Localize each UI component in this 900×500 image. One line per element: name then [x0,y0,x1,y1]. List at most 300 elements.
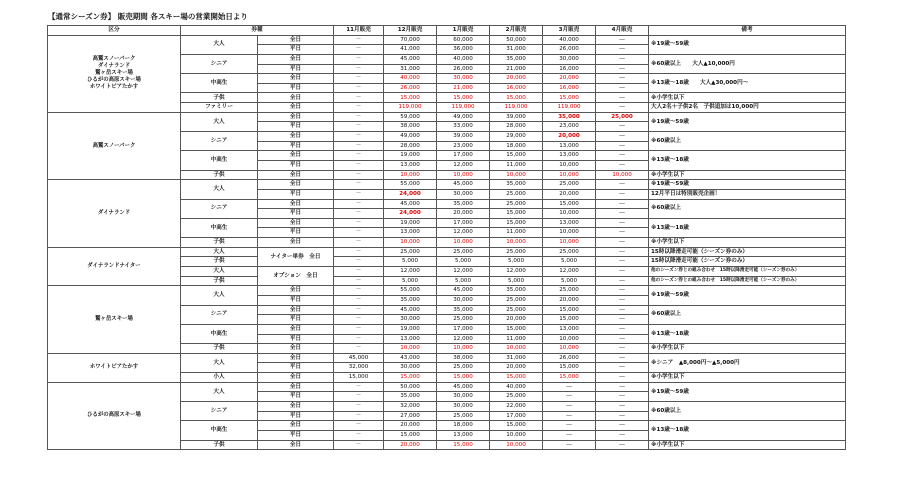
price-cell-m1: 15,000 [437,440,490,450]
price-cell-m11: － [334,74,384,84]
sub-type-cell: 全日 [258,344,334,354]
note-cell: 12月平日は特別販売企画！ [649,189,846,199]
price-cell-m1: 5,000 [437,276,490,286]
price-cell-m4: ― [596,141,649,151]
price-cell-m3: ― [543,411,596,421]
price-cell-m12: 13,000 [384,334,437,344]
price-cell-m1: 25,000 [437,411,490,421]
price-cell-m2: 5,000 [490,276,543,286]
price-cell-m1: 60,000 [437,35,490,45]
price-cell-m4: ― [596,334,649,344]
price-cell-m2: 15,000 [490,324,543,334]
price-cell-m2: 20,000 [490,74,543,84]
price-cell-m2: 22,000 [490,401,543,411]
group-name-cell: 高鷲スノーパーク ダイナランド 鷲ヶ岳スキー場 ひるがの高原スキー場 ホワイトピアたかす [48,35,181,112]
price-cell-m1: 12,000 [437,334,490,344]
price-cell-m2: 15,000 [490,93,543,103]
header-nov: 11月販売 [334,26,384,36]
price-cell-m2: 15,000 [490,218,543,228]
table-row [48,382,846,392]
price-cell-m11: － [334,421,384,431]
price-cell-m2: 10,000 [490,238,543,248]
price-cell-m1: 25,000 [437,363,490,373]
price-cell-m4: ― [596,209,649,219]
price-cell-m3: 15,000 [543,363,596,373]
ticket-type-cell: シニア [181,199,258,218]
price-cell-m12: 45,000 [384,54,437,64]
price-cell-m3: 20,000 [543,132,596,142]
ticket-type-cell: 中高生 [181,151,258,170]
table-row [48,35,846,45]
sub-type-cell: 平日 [258,295,334,305]
price-cell-m11: － [334,141,384,151]
price-cell-m11: － [334,334,384,344]
price-cell-m1: 30,000 [437,74,490,84]
group-name-cell: 鷲ヶ岳スキー場 [48,286,181,353]
price-cell-m1: 10,000 [437,170,490,180]
price-cell-m3: ― [543,382,596,392]
price-cell-m12: 70,000 [384,35,437,45]
price-cell-m1: 33,000 [437,122,490,132]
price-cell-m11: － [334,382,384,392]
price-cell-m2: 15,000 [490,373,543,383]
price-cell-m4: ― [596,64,649,74]
price-cell-m2: 25,000 [490,247,543,257]
price-cell-m4: ― [596,218,649,228]
price-cell-m4: ― [596,305,649,315]
header-apr: 4月販売 [596,26,649,36]
price-cell-m4: ― [596,151,649,161]
price-cell-m3: 25,000 [543,286,596,296]
sub-type-cell: 平日 [258,160,334,170]
note-cell: 15時以降滑走可能（シーズン券のみ） [649,247,846,257]
price-cell-m4: ― [596,228,649,238]
price-cell-m3: 13,000 [543,324,596,334]
price-cell-m11: － [334,344,384,354]
price-cell-m4: ― [596,45,649,55]
price-cell-m3: 15,000 [543,93,596,103]
group-name-cell: ホワイトピアたかす [48,353,181,382]
ticket-type-cell: 子供 [181,276,258,286]
price-cell-m4: ― [596,344,649,354]
price-cell-m4: ― [596,401,649,411]
price-cell-m2: 39,000 [490,112,543,122]
price-cell-m3: 25,000 [543,247,596,257]
price-cell-m11: － [334,228,384,238]
price-cell-m11: － [334,209,384,219]
price-cell-m12: 19,000 [384,151,437,161]
price-cell-m1: 40,000 [437,54,490,64]
table-row [48,112,846,122]
sub-type-cell: 全日 [258,238,334,248]
price-cell-m12: 27,000 [384,411,437,421]
price-cell-m2: 35,000 [490,286,543,296]
price-cell-m3: ― [543,440,596,450]
note-cell: ※小学生以下 [649,238,846,248]
price-cell-m11: － [334,440,384,450]
price-cell-m2: 21,000 [490,64,543,74]
price-cell-m12: 28,000 [384,141,437,151]
sub-type-cell: 全日 [258,35,334,45]
sub-type-cell: 全日 [258,401,334,411]
price-cell-m12: 15,000 [384,373,437,383]
price-cell-m2: 25,000 [490,305,543,315]
ticket-type-cell: 子供 [181,440,258,450]
price-cell-m11: － [334,180,384,190]
document-title: 【通常シーズン券】 販売期間 各スキー場の営業開始日より [48,12,248,21]
ticket-type-cell: シニア [181,54,258,73]
ticket-type-cell: 大人 [181,382,258,401]
header-category: 区分 [48,26,181,36]
price-cell-m11: － [334,295,384,305]
price-cell-m1: 49,000 [437,112,490,122]
table-row [48,180,846,190]
price-cell-m2: 40,000 [490,382,543,392]
price-cell-m11: － [334,247,384,257]
sub-type-cell: 平日 [258,209,334,219]
sub-type-cell: 平日 [258,334,334,344]
price-cell-m11: － [334,170,384,180]
price-cell-m4: ― [596,257,649,267]
price-cell-m1: 12,000 [437,267,490,277]
price-cell-m1: 20,000 [437,209,490,219]
sub-type-cell: 全日 [258,199,334,209]
price-cell-m3: 10,000 [543,209,596,219]
price-cell-m1: 38,000 [437,353,490,363]
price-cell-m12: 19,000 [384,324,437,334]
sub-type-cell: 全日 [258,305,334,315]
price-cell-m4: ― [596,103,649,113]
ticket-type-cell: 大人 [181,286,258,305]
price-cell-m1: 30,000 [437,189,490,199]
sub-type-cell: 全日 [258,93,334,103]
price-cell-m2: 20,000 [490,315,543,325]
price-cell-m1: 30,000 [437,401,490,411]
ticket-type-cell: 大人 [181,112,258,131]
price-cell-m1: 17,000 [437,151,490,161]
price-cell-m11: － [334,324,384,334]
price-cell-m11: － [334,35,384,45]
sub-type-cell: 平日 [258,411,334,421]
group-name-cell: ダイナランド [48,180,181,247]
price-cell-m3: 10,000 [543,238,596,248]
ticket-type-cell: 大人 [181,353,258,372]
ticket-type-cell: 大人 [181,180,258,199]
price-cell-m1: 5,000 [437,257,490,267]
price-cell-m3: 5,000 [543,276,596,286]
price-cell-m4: ― [596,353,649,363]
price-cell-m4: ― [596,189,649,199]
price-cell-m12: 31,000 [384,64,437,74]
price-cell-m2: 12,000 [490,267,543,277]
price-cell-m12: 15,000 [384,93,437,103]
price-cell-m1: 23,000 [437,141,490,151]
sub-type-cell: オプション 全日 [258,267,334,286]
price-cell-m12: 32,000 [384,401,437,411]
note-cell: ※シニア ▲8,000円～▲5,000円 [649,353,846,372]
note-cell: ※60歳以上 [649,305,846,324]
price-cell-m4: ― [596,160,649,170]
price-cell-m4: ― [596,430,649,440]
price-cell-m2: 11,000 [490,334,543,344]
price-cell-m2: 31,000 [490,45,543,55]
price-cell-m12: 24,000 [384,189,437,199]
price-cell-m4: ― [596,74,649,84]
sub-type-cell: 平日 [258,45,334,55]
price-cell-m3: ― [543,421,596,431]
price-cell-m11: － [334,103,384,113]
price-cell-m2: 11,000 [490,228,543,238]
table-row [48,353,846,363]
price-cell-m3: 40,000 [543,35,596,45]
ticket-type-cell: 子供 [181,344,258,354]
note-cell: ※60歳以上 大人▲10,000円 [649,54,846,73]
price-cell-m1: 30,000 [437,392,490,402]
price-cell-m2: 15,000 [490,151,543,161]
price-cell-m3: 10,000 [543,228,596,238]
price-cell-m2: 25,000 [490,295,543,305]
price-cell-m11: － [334,257,384,267]
price-cell-m12: 38,000 [384,122,437,132]
price-cell-m3: 20,000 [543,74,596,84]
price-cell-m2: 10,000 [490,430,543,440]
price-cell-m1: 26,000 [437,64,490,74]
price-cell-m12: 30,000 [384,315,437,325]
sub-type-cell: 平日 [258,363,334,373]
price-cell-m12: 45,000 [384,199,437,209]
ticket-type-cell: 大人 [181,267,258,277]
price-cell-m11: － [334,151,384,161]
price-cell-m3: 15,000 [543,373,596,383]
price-cell-m4: ― [596,247,649,257]
note-cell: ※60歳以上 [649,132,846,151]
price-cell-m1: 12,000 [437,228,490,238]
sub-type-cell: 全日 [258,132,334,142]
note-cell: ※13歳～18歳 [649,421,846,440]
group-name-cell: ダイナランドナイター [48,247,181,286]
price-cell-m11: － [334,238,384,248]
price-cell-m1: 12,000 [437,160,490,170]
price-cell-m1: 35,000 [437,199,490,209]
ticket-type-cell: 大人 [181,247,258,257]
sub-type-cell: 平日 [258,189,334,199]
price-cell-m4: ― [596,286,649,296]
price-cell-m12: 12,000 [384,267,437,277]
price-cell-m12: 5,000 [384,257,437,267]
price-cell-m4: ― [596,132,649,142]
price-cell-m12: 5,000 [384,276,437,286]
sub-type-cell: 全日 [258,421,334,431]
season-pass-price-table [47,25,846,450]
price-cell-m3: 10,000 [543,170,596,180]
price-cell-m3: 5,000 [543,257,596,267]
price-cell-m12: 35,000 [384,392,437,402]
price-cell-m1: 15,000 [437,373,490,383]
price-cell-m1: 35,000 [437,305,490,315]
price-cell-m1: 45,000 [437,382,490,392]
price-cell-m2: 10,000 [490,170,543,180]
price-cell-m3: ― [543,392,596,402]
price-cell-m3: 13,000 [543,151,596,161]
price-cell-m12: 30,000 [384,363,437,373]
price-cell-m2: 29,000 [490,132,543,142]
ticket-type-cell: 中高生 [181,324,258,343]
sub-type-cell: 平日 [258,83,334,93]
header-feb: 2月販売 [490,26,543,36]
price-cell-m2: 35,000 [490,54,543,64]
ticket-type-cell: 中高生 [181,218,258,237]
price-cell-m11: － [334,276,384,286]
price-cell-m3: 26,000 [543,45,596,55]
price-cell-m12: 26,000 [384,83,437,93]
price-cell-m1: 13,000 [437,430,490,440]
ticket-type-cell: 中高生 [181,421,258,440]
price-cell-m12: 35,000 [384,295,437,305]
price-cell-m12: 13,000 [384,160,437,170]
sub-type-cell: 全日 [258,103,334,113]
price-cell-m11: 32,000 [334,363,384,373]
price-cell-m12: 55,000 [384,286,437,296]
price-cell-m3: 30,000 [543,54,596,64]
price-cell-m4: ― [596,54,649,64]
price-cell-m4: ― [596,421,649,431]
price-cell-m11: － [334,411,384,421]
sub-type-cell: 全日 [258,286,334,296]
note-cell: ※19歳～59歳 [649,180,846,190]
price-cell-m3: 16,000 [543,64,596,74]
price-cell-m2: 35,000 [490,180,543,190]
header-mar: 3月販売 [543,26,596,36]
group-name-cell: 高鷲スノーパーク [48,112,181,179]
sub-type-cell: 全日 [258,151,334,161]
note-cell: ※小学生以下 [649,373,846,383]
price-cell-m1: 15,000 [437,93,490,103]
sub-type-cell: 全日 [258,440,334,450]
price-cell-m1: 18,000 [437,421,490,431]
note-cell: ※13歳～18歳 [649,324,846,343]
price-cell-m4: ― [596,238,649,248]
price-cell-m1: 45,000 [437,180,490,190]
note-cell: 他のシーズン券との組み合わせ 15時以降滑走可能（シーズン券のみ） [649,267,846,277]
price-cell-m4: ― [596,276,649,286]
price-cell-m2: 10,000 [490,440,543,450]
ticket-type-cell: 子供 [181,238,258,248]
note-cell: 大人2名＋子供2名 子供追加は10,000円 [649,103,846,113]
price-cell-m3: 15,000 [543,199,596,209]
group-name-cell: ひるがの高原スキー場 [48,382,181,449]
sub-type-cell: ナイター単券 全日 [258,247,334,266]
price-cell-m11: － [334,160,384,170]
price-cell-m2: 5,000 [490,257,543,267]
price-cell-m2: 25,000 [490,199,543,209]
price-cell-m12: 50,000 [384,382,437,392]
price-cell-m12: 20,000 [384,440,437,450]
price-cell-m3: ― [543,401,596,411]
price-cell-m3: 15,000 [543,305,596,315]
note-cell: ※13歳～18歳 大人▲30,000円～ [649,74,846,93]
price-cell-m3: 23,000 [543,122,596,132]
price-cell-m2: 50,000 [490,35,543,45]
ticket-type-cell: 子供 [181,170,258,180]
ticket-type-cell: 中高生 [181,74,258,93]
price-cell-m12: 13,000 [384,228,437,238]
price-cell-m1: 17,000 [437,324,490,334]
price-cell-m2: 15,000 [490,209,543,219]
price-cell-m11: － [334,315,384,325]
note-cell: ※19歳～59歳 [649,35,846,54]
ticket-type-cell: シニア [181,132,258,151]
header-dec: 12月販売 [384,26,437,36]
price-cell-m4: ― [596,382,649,392]
header-ticket-type: 券種 [181,26,334,36]
ticket-type-cell: 子供 [181,93,258,103]
price-cell-m4: ― [596,392,649,402]
ticket-type-cell: ファミリー [181,103,258,113]
price-cell-m4: ― [596,324,649,334]
price-cell-m3: 25,000 [543,180,596,190]
note-cell: 15時以降滑走可能（シーズン券のみ） [649,257,846,267]
price-cell-m2: 18,000 [490,141,543,151]
ticket-type-cell: シニア [181,305,258,324]
note-cell: ※60歳以上 [649,199,846,218]
price-cell-m11: － [334,286,384,296]
price-cell-m12: 55,000 [384,180,437,190]
price-cell-m12: 45,000 [384,305,437,315]
sub-type-cell: 全日 [258,373,334,383]
price-cell-m11: － [334,267,384,277]
price-cell-m4: ― [596,295,649,305]
price-cell-m11: － [334,54,384,64]
price-cell-m12: 25,000 [384,247,437,257]
price-cell-m11: － [334,83,384,93]
price-cell-m3: 13,000 [543,218,596,228]
sub-type-cell: 平日 [258,392,334,402]
price-cell-m11: － [334,64,384,74]
price-cell-m11: － [334,199,384,209]
sub-type-cell: 全日 [258,112,334,122]
price-cell-m3: 20,000 [543,295,596,305]
price-cell-m4: ― [596,363,649,373]
note-cell: ※19歳～59歳 [649,286,846,305]
price-cell-m1: 30,000 [437,295,490,305]
price-cell-m12: 24,000 [384,209,437,219]
price-cell-m4: ― [596,35,649,45]
price-cell-m1: 10,000 [437,344,490,354]
price-cell-m3: 26,000 [543,353,596,363]
price-cell-m12: 15,000 [384,430,437,440]
price-cell-m2: 28,000 [490,122,543,132]
price-cell-m3: 16,000 [543,83,596,93]
ticket-type-cell: 子供 [181,257,258,267]
note-cell: ※小学生以下 [649,170,846,180]
sub-type-cell: 平日 [258,315,334,325]
price-cell-m2: 16,000 [490,83,543,93]
price-cell-m12: 49,000 [384,132,437,142]
price-cell-m4: 10,000 [596,170,649,180]
price-cell-m11: － [334,430,384,440]
sub-type-cell: 全日 [258,324,334,334]
price-cell-m4: ― [596,315,649,325]
header-jan: 1月販売 [437,26,490,36]
price-cell-m3: 10,000 [543,334,596,344]
price-cell-m11: － [334,112,384,122]
sub-type-cell: 平日 [258,64,334,74]
note-cell: ※60歳以上 [649,401,846,420]
price-cell-m11: － [334,305,384,315]
price-cell-m2: 31,000 [490,353,543,363]
price-cell-m4: ― [596,411,649,421]
sub-type-cell: 平日 [258,430,334,440]
